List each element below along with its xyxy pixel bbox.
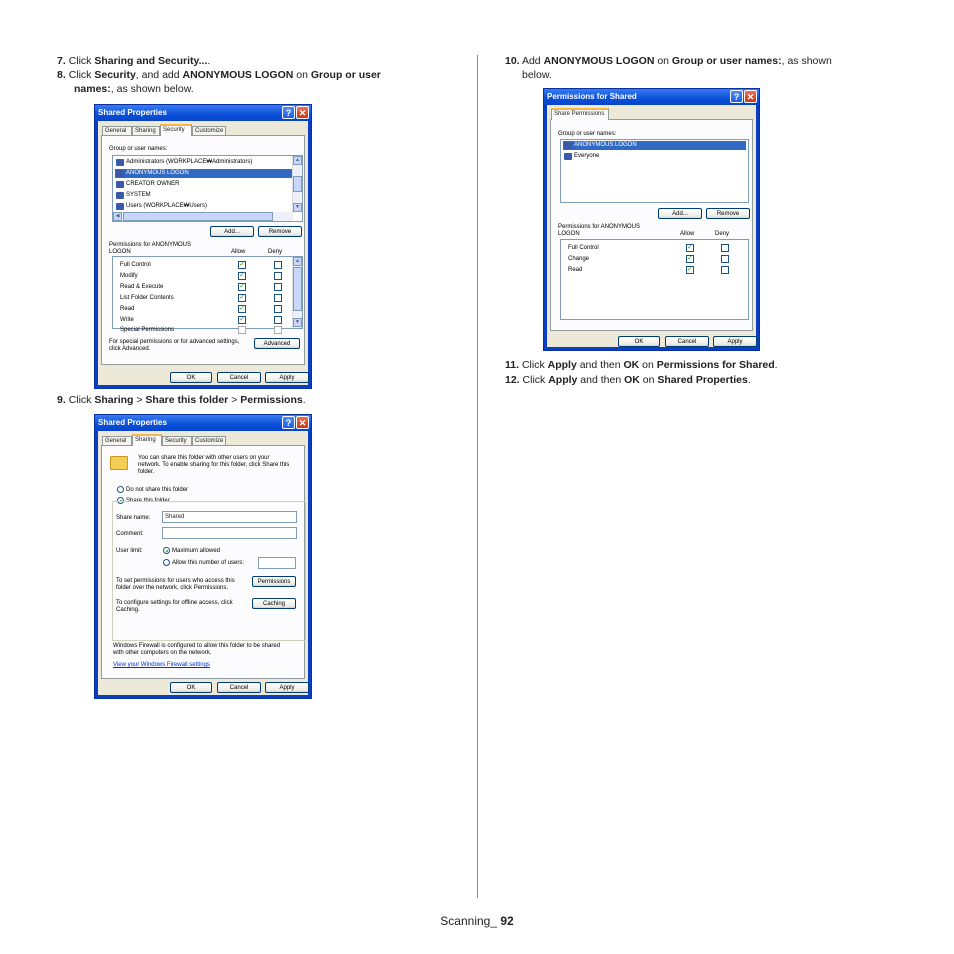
scroll-left-icon[interactable]: ◀: [113, 212, 122, 221]
step-12: 12. Click Apply and then OK on Shared Properties.: [505, 374, 751, 386]
firewall-settings-link[interactable]: View your Windows Firewall settings: [113, 662, 210, 668]
allow-checkbox: [238, 326, 246, 334]
permissions-label: LOGON: [109, 249, 131, 255]
close-button[interactable]: ✕: [744, 90, 757, 103]
help-button[interactable]: ?: [282, 416, 295, 429]
allow-checkbox[interactable]: ✓: [239, 283, 245, 290]
firewall-text: Windows Firewall is configured to allow this folder to be shared: [113, 643, 281, 649]
tab-share-permissions[interactable]: Share Permissions: [551, 108, 609, 120]
user-list[interactable]: [560, 139, 749, 203]
page-footer: Scanning_ 92: [440, 914, 514, 928]
sharing-panel: [101, 445, 305, 679]
permissions-button[interactable]: Permissions: [252, 576, 296, 587]
help-button[interactable]: ?: [730, 90, 743, 103]
deny-checkbox: [274, 326, 282, 334]
close-button[interactable]: ✕: [296, 106, 309, 119]
add-button[interactable]: Add...: [210, 226, 254, 237]
allow-checkbox[interactable]: ✓: [239, 316, 245, 323]
remove-button[interactable]: Remove: [706, 208, 750, 219]
user-list[interactable]: [112, 155, 303, 222]
permissions-for-shared-dialog: [543, 88, 760, 351]
allow-number-radio[interactable]: [163, 559, 170, 566]
permissions-label: Permissions for ANONYMOUS: [109, 242, 192, 248]
tab-customize[interactable]: Customize: [192, 126, 226, 135]
ok-button[interactable]: OK: [170, 372, 212, 383]
title-bar: Permissions for Shared: [544, 89, 759, 105]
deny-header: Deny: [268, 249, 283, 255]
perm-label: Special Permissions: [120, 327, 175, 333]
share-name-input[interactable]: Shared: [162, 511, 297, 523]
tab-general[interactable]: General: [102, 126, 132, 135]
perm-label: Read & Execute: [120, 284, 164, 290]
caching-text: To configure settings for offline access, click: [116, 600, 233, 606]
deny-header: Deny: [715, 231, 730, 237]
perm-label: List Folder Contents: [120, 295, 174, 301]
apply-button[interactable]: Apply: [265, 372, 309, 383]
intro-text: network. To enable sharing for this folder, click Share this: [138, 462, 290, 468]
perm-label: Read: [120, 306, 135, 312]
allow-header: Allow: [231, 249, 246, 255]
perm-label: Full Control: [568, 245, 599, 251]
remove-button[interactable]: Remove: [258, 226, 302, 237]
folder-icon: [110, 456, 128, 470]
allow-checkbox[interactable]: ✓: [239, 261, 245, 268]
maximum-allowed-radio[interactable]: [163, 547, 170, 554]
do-not-share-label: Do not share this folder: [126, 487, 189, 493]
deny-checkbox[interactable]: [274, 316, 282, 324]
apply-button[interactable]: Apply: [713, 336, 757, 347]
permission-list: [112, 256, 303, 333]
firewall-text: with other computers on the network.: [113, 650, 212, 656]
allow-header: Allow: [680, 231, 695, 237]
list-item[interactable]: CREATOR OWNER: [115, 180, 292, 189]
scroll-down-icon[interactable]: ▼: [293, 318, 302, 327]
intro-text: You can share this folder with other users on your: [138, 455, 270, 461]
group-label: Group or user names:: [109, 146, 168, 152]
perm-label: Change: [568, 256, 590, 262]
scroll-up-icon[interactable]: ▲: [293, 257, 302, 266]
list-item[interactable]: Everyone: [563, 152, 746, 161]
scroll-thumb[interactable]: [123, 212, 273, 221]
perm-label: Write: [120, 317, 134, 323]
deny-checkbox[interactable]: [274, 294, 282, 302]
perm-label: Modify: [120, 273, 138, 279]
scroll-down-icon[interactable]: ▼: [293, 203, 302, 212]
permissions-text: To set permissions for users who access this: [116, 578, 235, 584]
apply-button[interactable]: Apply: [265, 682, 309, 693]
user-count-stepper[interactable]: [258, 557, 296, 569]
share-name-label: Share name:: [116, 515, 151, 521]
shared-properties-sharing-dialog: [94, 414, 312, 699]
users-icon: [564, 142, 572, 149]
advanced-button[interactable]: Advanced: [254, 338, 300, 349]
users-icon: [116, 159, 124, 166]
horizontal-scrollbar[interactable]: [113, 212, 293, 221]
special-permissions-text: For special permissions or for advanced settings,: [109, 339, 240, 345]
tab-sharing[interactable]: Sharing: [132, 434, 162, 446]
deny-checkbox[interactable]: [274, 272, 282, 280]
users-icon: [116, 192, 124, 199]
step-9: 9. Click Sharing > Share this folder > Permissions.: [57, 394, 306, 406]
title-bar: Shared Properties: [95, 105, 311, 121]
allow-number-label: Allow this number of users:: [172, 560, 245, 566]
step-8: 8. Click Security, and add ANONYMOUS LOGON on Group or user names:, as shown below.: [57, 69, 381, 95]
tab-customize[interactable]: Customize: [192, 436, 226, 445]
list-item[interactable]: ANONYMOUS LOGON: [563, 141, 746, 150]
list-item[interactable]: SYSTEM: [115, 191, 292, 200]
caching-button[interactable]: Caching: [252, 598, 296, 609]
scroll-thumb[interactable]: [293, 176, 302, 192]
share-permissions-panel: [550, 119, 753, 331]
help-button[interactable]: ?: [282, 106, 295, 119]
deny-checkbox[interactable]: [274, 283, 282, 291]
allow-checkbox[interactable]: ✓: [687, 244, 693, 251]
deny-checkbox[interactable]: [721, 244, 729, 252]
scroll-thumb[interactable]: [293, 267, 302, 311]
permissions-label: Permissions for ANONYMOUS: [558, 224, 641, 230]
deny-checkbox[interactable]: [274, 261, 282, 269]
tab-security[interactable]: Security: [160, 124, 192, 136]
permissions-text: folder over the network, click Permissions.: [116, 585, 229, 591]
list-item[interactable]: Administrators (WORKPLACE₩Administrators): [115, 158, 292, 167]
step-10: 10. Add ANONYMOUS LOGON on Group or user names:, as shown below.: [505, 55, 832, 81]
permissions-label: LOGON: [558, 231, 580, 237]
cancel-button[interactable]: Cancel: [217, 372, 261, 383]
vertical-scrollbar[interactable]: [292, 257, 302, 328]
column-divider: [477, 55, 478, 898]
allow-checkbox[interactable]: ✓: [687, 266, 693, 273]
shared-properties-security-dialog: [94, 104, 312, 389]
special-permissions-text: click Advanced.: [109, 346, 151, 352]
cancel-button[interactable]: Cancel: [665, 336, 709, 347]
cancel-button[interactable]: Cancel: [217, 682, 261, 693]
intro-text: folder.: [138, 469, 155, 475]
list-item[interactable]: Users (WORKPLACE₩Users): [115, 202, 292, 211]
close-button[interactable]: ✕: [296, 416, 309, 429]
do-not-share-radio[interactable]: [117, 486, 124, 493]
deny-checkbox[interactable]: [721, 266, 729, 274]
comment-input[interactable]: [162, 527, 297, 539]
group-label: Group or user names:: [558, 131, 617, 137]
ok-button[interactable]: OK: [618, 336, 660, 347]
list-item[interactable]: ANONYMOUS LOGON: [115, 169, 292, 178]
comment-label: Comment:: [116, 531, 144, 537]
maximum-allowed-label: Maximum allowed: [172, 548, 221, 554]
vertical-scrollbar[interactable]: [292, 156, 302, 212]
tab-general[interactable]: General: [102, 436, 132, 445]
allow-checkbox[interactable]: ✓: [687, 255, 693, 262]
scroll-up-icon[interactable]: ▲: [293, 156, 302, 165]
add-button[interactable]: Add...: [658, 208, 702, 219]
users-icon: [116, 170, 124, 177]
perm-label: Full Control: [120, 262, 151, 268]
step-7: 7. Click Sharing and Security....: [57, 55, 211, 67]
perm-label: Read: [568, 267, 583, 273]
deny-checkbox[interactable]: [721, 255, 729, 263]
title-bar: Shared Properties: [95, 415, 311, 431]
user-limit-label: User limit:: [116, 548, 143, 554]
share-this-folder-label: Share this folder: [126, 498, 170, 504]
security-panel: [101, 135, 305, 365]
allow-checkbox[interactable]: ✓: [239, 305, 245, 312]
tab-security[interactable]: Security: [162, 436, 192, 445]
allow-checkbox[interactable]: ✓: [239, 272, 245, 279]
users-icon: [564, 153, 572, 160]
caching-text: Caching.: [116, 607, 140, 613]
step-11: 11. Click Apply and then OK on Permissions for Shared.: [505, 359, 778, 371]
allow-checkbox[interactable]: ✓: [239, 294, 245, 301]
users-icon: [116, 181, 124, 188]
permission-list: [560, 239, 749, 320]
tab-sharing[interactable]: Sharing: [132, 126, 160, 135]
deny-checkbox[interactable]: [274, 305, 282, 313]
ok-button[interactable]: OK: [170, 682, 212, 693]
users-icon: [116, 203, 124, 210]
